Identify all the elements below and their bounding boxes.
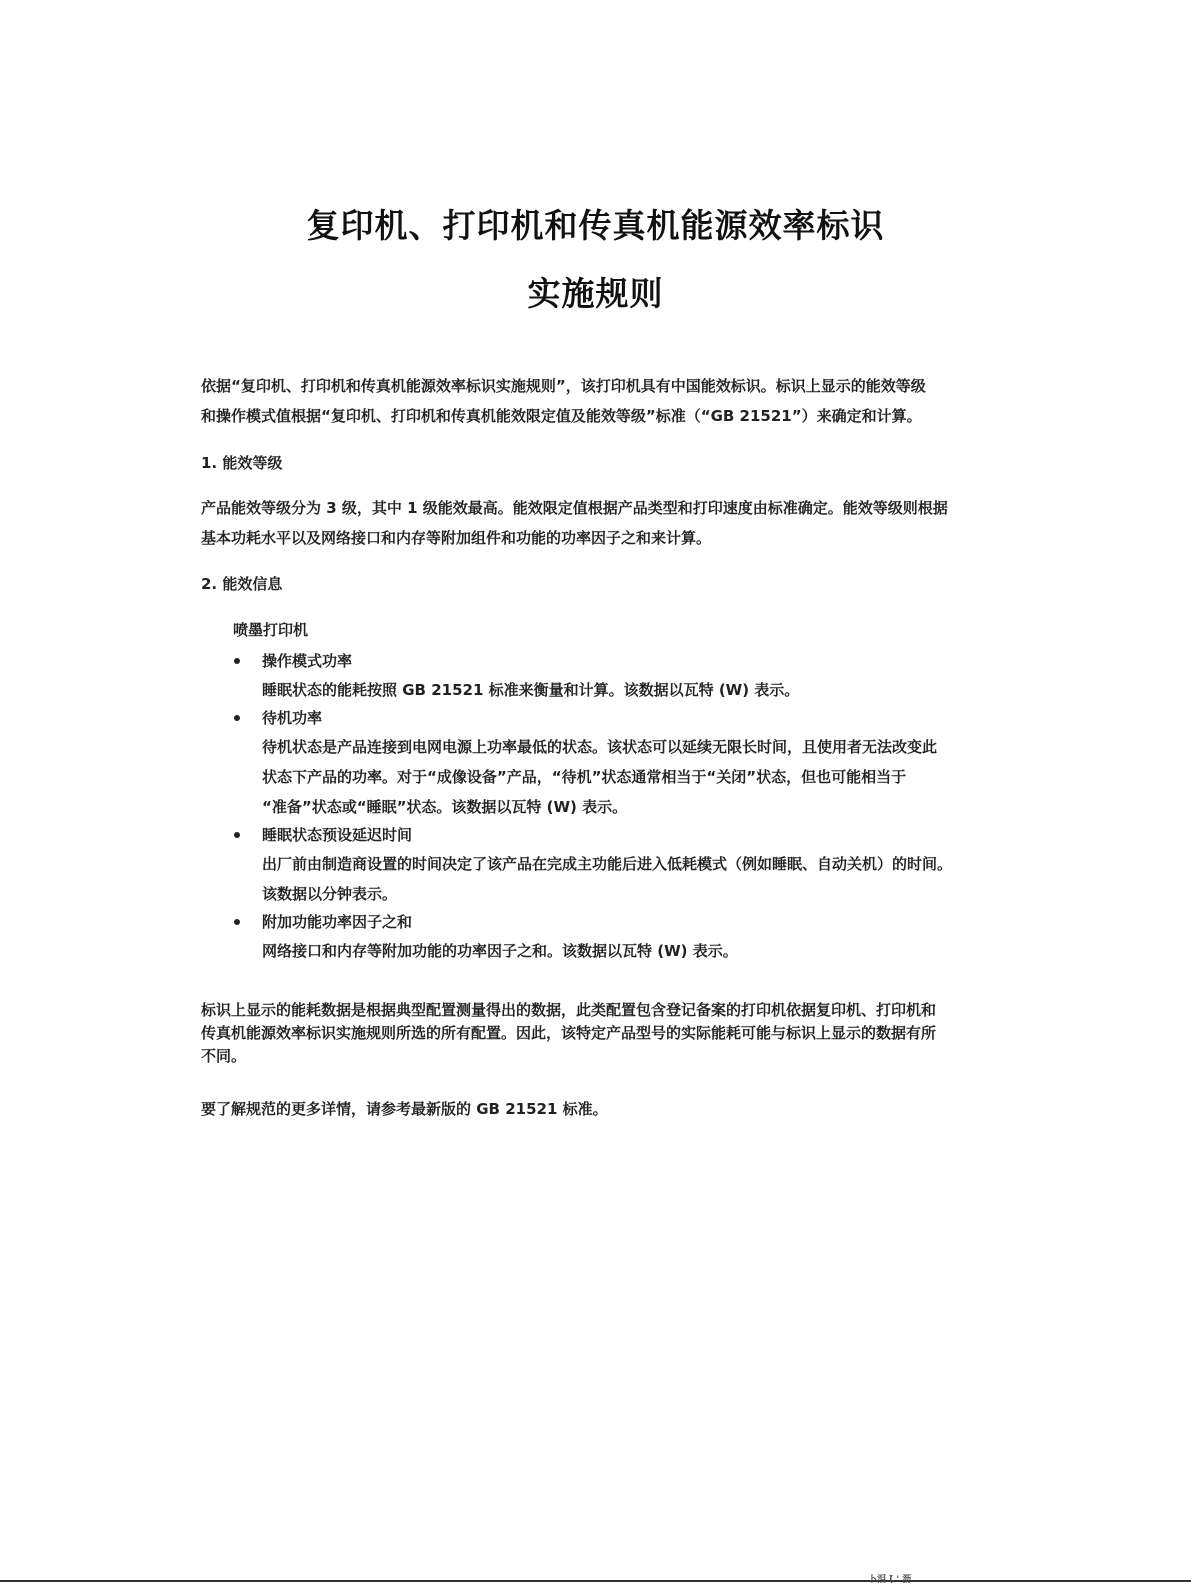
list-item-title: 附加功能功率因子之和 [262,913,413,931]
title-line-1: 复印机、打印机和传真机能源效率标识 [306,206,885,245]
list-item-line: 睡眠状态的能耗按照 GB 21521 标准来衡量和计算。该数据以瓦特 (W) 表示。 [262,681,800,699]
section-1-heading: 1. 能效等级 [201,454,283,472]
list-item-line: 待机状态是产品连接到电网电源上功率最低的状态。该状态可以延续无限长时间，且使用者无法改变此 [262,738,938,756]
bullet-icon [234,715,240,721]
bullet-icon [234,832,240,838]
list-item-line: 网络接口和内存等附加功能的功率因子之和。该数据以瓦特 (W) 表示。 [262,942,738,960]
footer-mark: 卜泪 (̀ ' 沥 [868,1575,912,1585]
list-item-line: 出厂前由制造商设置的时间决定了该产品在完成主功能后进入低耗模式（例如睡眠、自动关机）的时间。 [262,855,953,873]
list-item-line: 状态下产品的功率。对于“成像设备”产品，“待机”状态通常相当于“关闭”状态，但也可能相当于 [262,768,907,786]
list-item-line: “准备”状态或“睡眠”状态。该数据以瓦特 (W) 表示。 [262,798,628,816]
title-line-2: 实施规则 [527,274,664,313]
section-1-line: 产品能效等级分为 3 级，其中 1 级能效最高。能效限定值根据产品类型和打印速度由标准确定。能效等级则根据 [201,499,948,517]
list-item-sleep-delay [233,822,1093,909]
list-item-body [262,732,1093,822]
intro-paragraph [201,371,1081,431]
reference-note: 要了解规范的更多详情，请参考最新版的 GB 21521 标准。 [201,1100,608,1118]
energy-info-list [233,648,1093,966]
page-bottom-rule [0,1580,1191,1582]
closing-line: 标识上显示的能耗数据是根据典型配置测量得出的数据，此类配置包含登记备案的打印机依据复印机、打印机和 [201,1001,937,1019]
list-item-standby-power [233,705,1093,822]
list-item-operating-mode-power [233,648,1093,705]
section-1-line: 基本功耗水平以及网络接口和内存等附加组件和功能的功率因子之和来计算。 [201,529,712,547]
list-item-title: 睡眠状态预设延迟时间 [262,826,413,844]
intro-line: 和操作模式值根据“复印机、打印机和传真机能效限定值及能效等级”标准（“GB 21521”）来确定和计算。 [201,407,922,425]
closing-paragraph [201,999,1081,1068]
list-item-title: 待机功率 [262,709,323,727]
section-2-heading: 2. 能效信息 [201,575,283,593]
bullet-icon [234,658,240,664]
list-item-line: 该数据以分钟表示。 [262,885,398,903]
list-item-body [262,849,1093,909]
section-1-body [201,493,1081,553]
closing-line: 传真机能源效率标识实施规则所选的所有配置。因此，该特定产品型号的实际能耗可能与标识上显示的数据有所 [201,1024,937,1042]
intro-line: 依据“复印机、打印机和传真机能源效率标识实施规则”，该打印机具有中国能效标识。标识上显示的能效等级 [201,377,926,395]
list-item-body [262,936,1093,966]
list-item-body [262,675,1093,705]
printer-type-heading: 喷墨打印机 [233,621,309,639]
closing-line: 不同。 [201,1047,247,1065]
list-item-title: 操作模式功率 [262,652,353,670]
bullet-icon [234,919,240,925]
list-item-additional-power-factors [233,909,1093,966]
document-title [0,206,1191,314]
